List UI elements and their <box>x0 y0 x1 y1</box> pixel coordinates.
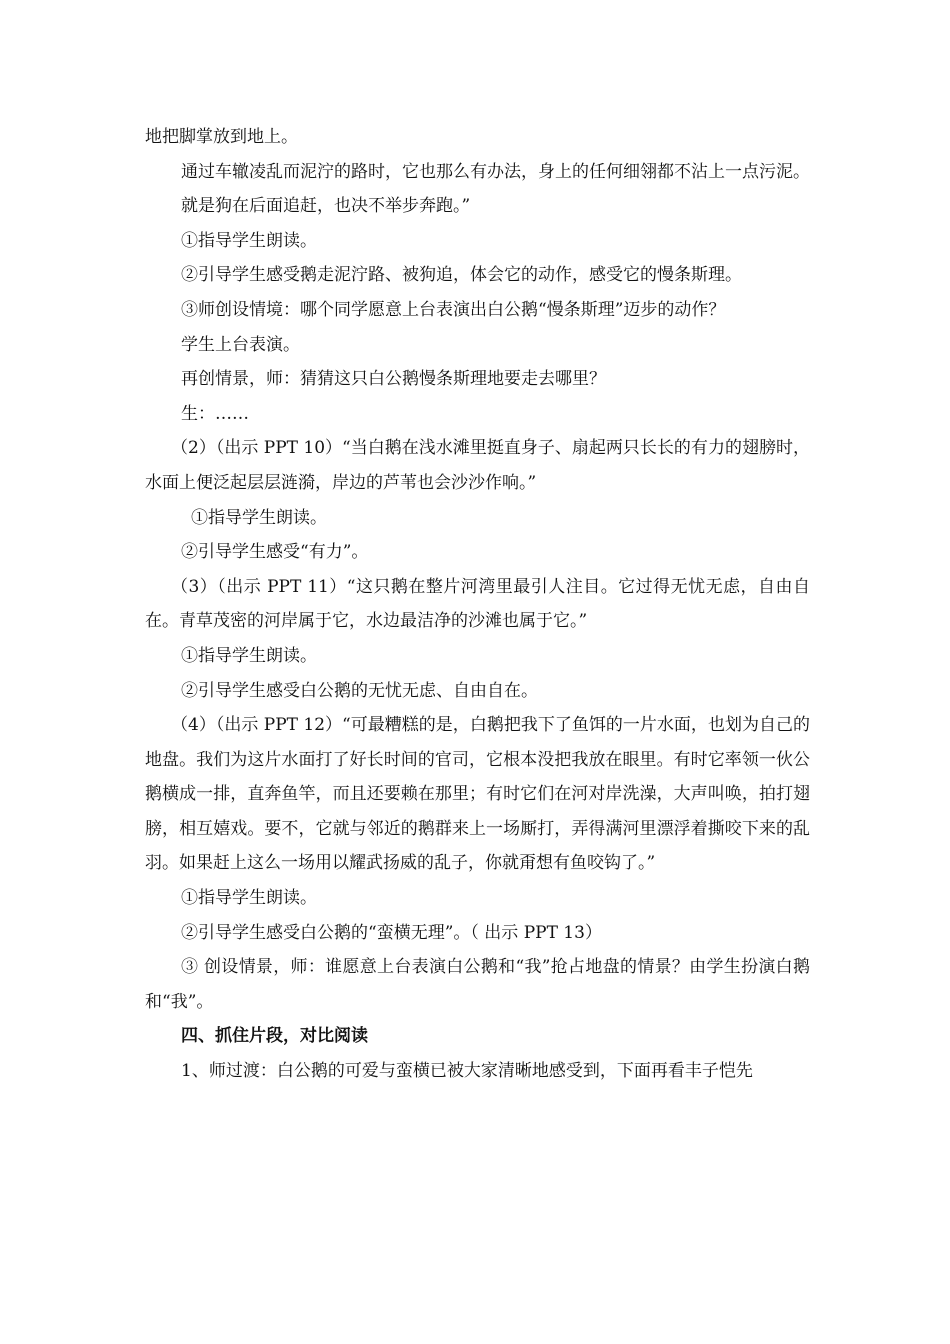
paragraph: 就是狗在后面追赶，也决不举步奔跑。” <box>181 196 471 217</box>
paragraph: 再创情景，师：猜猜这只白公鹅慢条斯理地要走去哪里？ <box>181 369 606 390</box>
list-item: ②引导学生感受白公鹅的“蛮横无理”。（ 出示 PPT 13） <box>181 922 602 943</box>
list-item: ①指导学生朗读。 <box>181 230 317 251</box>
section-heading: 四、抓住片段，对比阅读 <box>181 1026 368 1047</box>
section-item-4: （4）（出示 PPT 12）“可最糟糕的是，白鹅把我下了鱼饵的一片水面，也划为自己的地盘。我们为这片水面打了好长时间的官司，它根本没把我放在眼里。有时它率领一伙公鹅横成一排，直奔鱼竿，而且还要赖在那里；有时它们在河对岸洗澡，大声叫唤，拍打翅膀，相互嬉戏。要不，它就与邻近的鹅群来上一场厮打，弄得满河里漂浮着撕咬下来的乱羽。如果赶上这么一场用以耀武扬威的乱子，你就甭想有鱼咬钩了。” <box>145 715 810 874</box>
list-item: ②引导学生感受白公鹅的无忧无虑、自由自在。 <box>181 680 538 701</box>
paragraph: 学生上台表演。 <box>181 334 300 355</box>
document-body <box>145 120 810 1089</box>
list-item: ①指导学生朗读。 <box>181 645 317 666</box>
list-item: ③师创设情境：哪个同学愿意上台表演出白公鹅“慢条斯理”迈步的动作？ <box>181 299 726 320</box>
paragraph: 通过车辙凌乱而泥泞的路时，它也那么有办法，身上的任何细翎都不沾上一点污泥。 <box>181 161 810 182</box>
section-item-2: （2）（出示 PPT 10）“当白鹅在浅水滩里挺直身子、扇起两只长长的有力的翅膀时，水面上便泛起层层涟漪，岸边的芦苇也会沙沙作响。” <box>145 438 810 493</box>
paragraph: 1、师过渡：白公鹅的可爱与蛮横已被大家清晰地感受到，下面再看丰子恺先 <box>181 1061 753 1082</box>
list-item: ③ 创设情景，师：谁愿意上台表演白公鹅和“我”抢占地盘的情景？由学生扮演白鹅和“我”。 <box>145 957 810 1012</box>
list-item: ②引导学生感受“有力”。 <box>181 542 369 563</box>
paragraph: 生：…… <box>181 403 249 424</box>
list-item: ②引导学生感受鹅走泥泞路、被狗追，体会它的动作，感受它的慢条斯理。 <box>181 265 742 286</box>
paragraph: 地把脚掌放到地上。 <box>145 127 298 147</box>
list-item: ①指导学生朗读。 <box>191 507 327 528</box>
section-item-3: （3）（出示 PPT 11）“这只鹅在整片河湾里最引人注目。它过得无忧无虑，自由自在。青草茂密的河岸属于它，水边最洁净的沙滩也属于它。” <box>145 576 810 632</box>
list-item: ①指导学生朗读。 <box>181 888 317 909</box>
